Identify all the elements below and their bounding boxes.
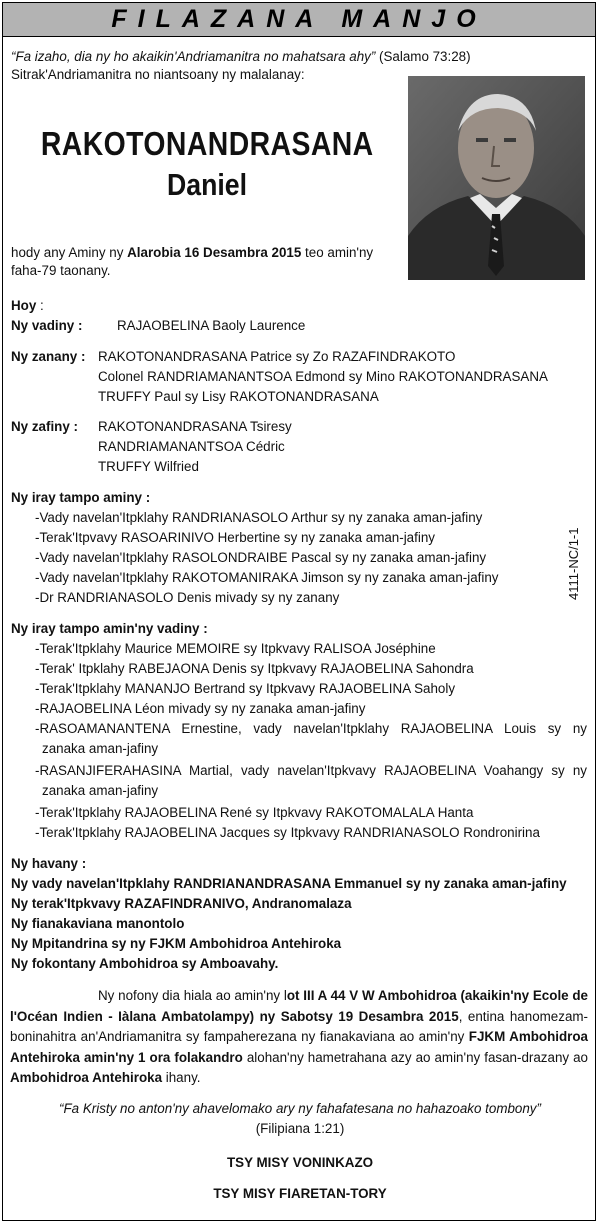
zanany-name-2: Colonel RANDRIAMANANTSOA Edmond sy Mino RAKOTONANDRASANA — [98, 369, 548, 384]
havany-label: Ny havany : — [11, 856, 87, 871]
zanany-name-1: RAKOTONANDRASANA Patrice sy Zo RAZAFINDRAKOTO — [98, 349, 456, 364]
havany-line: Ny fianakaviana manontolo — [11, 916, 185, 931]
iray-tampo-aminy-item: -Vady navelan'Itpklahy RAKOTOMANIRAKA Jimson sy ny zanaka aman-jafiny — [35, 570, 499, 585]
zafiny-name-3: TRUFFY Wilfried — [98, 459, 199, 474]
header-title: FILAZANA MANJO — [111, 5, 487, 33]
reference-code: 4111-NC/1-1 — [566, 527, 581, 600]
iray-tampo-aminy-item: -Vady navelan'Itpklahy RANDRIANASOLO Arthur sy ny zanaka aman-jafiny — [35, 510, 483, 525]
havany-line: Ny terak'Itpkvavy RAZAFINDRANIVO, Andranomalaza — [11, 896, 352, 911]
iray-tampo-vadiny-label: Ny iray tampo amin'ny vadiny : — [11, 621, 208, 636]
zafiny-label: Ny zafiny : — [11, 419, 78, 434]
iray-tampo-aminy-label: Ny iray tampo aminy : — [11, 490, 151, 505]
havany-line: Ny fokontany Ambohidroa sy Amboavahy. — [11, 956, 279, 971]
iray-tampo-aminy-item: -Terak'Itpvavy RASOARINIVO Herbertine sy ny zanaka aman-jafiny — [35, 530, 435, 545]
iray-tampo-aminy-item: -Dr RANDRIANASOLO Denis mivady sy ny zanany — [35, 590, 340, 605]
closing-quote: “Fa Kristy no anton'ny ahavelomako ary ny fahafatesana no hahazoako tombony” — [59, 1101, 541, 1116]
iray-tampo-vadiny-item: -Terak' Itpklahy RABEJAONA Denis sy Itpkvavy RAJAOBELINA Sahondra — [35, 661, 474, 676]
zanany-name-3: TRUFFY Paul sy Lisy RAKOTONANDRASANA — [98, 389, 379, 404]
iray-tampo-aminy-item: -Vady navelan'Itpklahy RASOLONDRAIBE Pascal sy ny zanaka aman-jafiny — [35, 550, 487, 565]
intro-text: Sitrak'Andriamanitra no niantsoany ny malalanay: — [11, 67, 305, 82]
vadiny-name: RAJAOBELINA Baoly Laurence — [117, 318, 306, 333]
havany-line: Ny vady navelan'Itpklahy RANDRIANANDRASANA Emmanuel sy ny zanaka aman-jafiny — [11, 876, 567, 891]
zafiny-name-2: RANDRIAMANANTSOA Cédric — [98, 439, 285, 454]
notice-no-flowers: TSY MISY VONINKAZO — [226, 1155, 374, 1170]
zafiny-name-1: RAKOTONANDRASANA Tsiresy — [98, 419, 292, 434]
opening-quote: “Fa izaho, dia ny ho akaikin'Andriamanitra no mahatsara ahy” (Salamo 73:28) — [11, 49, 471, 64]
iray-tampo-vadiny-item: -RAJAOBELINA Léon mivady sy ny zanaka aman-jafiny — [35, 701, 366, 716]
iray-tampo-vadiny-item: -Terak'Itpklahy Maurice MEMOIRE sy Itpkvavy RALISOA Joséphine — [35, 641, 436, 656]
vadiny-label: Ny vadiny : — [11, 318, 83, 333]
iray-tampo-vadiny-item: -RASANJIFERAHASINA Martial, vady navelan'Itpkvavy RAJAOBELINA Voahangy sy ny — [35, 763, 587, 778]
iray-tampo-vadiny-item: -Terak'Itpklahy MANANJO Bertrand sy Itpkvavy RAJAOBELINA Saholy — [35, 681, 456, 696]
iray-tampo-vadiny-item-cont: zanaka aman-jafiny — [42, 741, 159, 756]
havany-line: Ny Mpitandrina sy ny FJKM Ambohidroa Antehiroka — [11, 936, 342, 951]
deceased-firstname: Daniel — [166, 167, 248, 202]
death-line-2: faha-79 taonany. — [11, 263, 111, 278]
closing-quote-ref: (Filipiana 1:21) — [255, 1121, 345, 1136]
death-line-1: hody any Aminy ny Alarobia 16 Desambra 2015 teo amin'ny — [11, 245, 374, 260]
notice-no-wake: TSY MISY FIARETAN-TORY — [213, 1186, 387, 1201]
iray-tampo-vadiny-item: -Terak'Itpklahy RAJAOBELINA René sy Itpkvavy RAKOTOMALALA Hanta — [35, 805, 474, 820]
deceased-surname: RAKOTONANDRASANA — [40, 125, 374, 162]
iray-tampo-vadiny-item: -Terak'Itpklahy RAJAOBELINA Jacques sy Itpkvavy RANDRIANASOLO Rondronirina — [35, 825, 540, 840]
iray-tampo-vadiny-item-cont: zanaka aman-jafiny — [42, 783, 159, 798]
zanany-label: Ny zanany : — [11, 349, 86, 364]
hoy-label: Hoy : — [11, 298, 44, 313]
iray-tampo-vadiny-item: -RASOAMANANTENA Ernestine, vady navelan'Itpklahy RAJAOBELINA Louis sy ny — [35, 721, 587, 736]
funeral-paragraph: Ny nofony dia hiala ao amin'ny lot III A 44 V W Ambohidroa (akaikin'ny Ecole de l'Océan Indien - Iàlana Ambatolampy) ny Sabotsy 19 Desambra 2015, entina hanomezam-boninahitra an'Andriamanitra sy fampaherezana ny fianakaviana ao amin'ny FJKM Ambohidroa Antehiroka amin'ny 1 ora folakandro alohan'ny hametrahana azy ao amin'ny fasan-drazany ao Ambohidroa Antehiroka ihany. — [10, 988, 589, 1085]
portrait-photo — [408, 76, 585, 280]
header-banner — [3, 3, 595, 37]
